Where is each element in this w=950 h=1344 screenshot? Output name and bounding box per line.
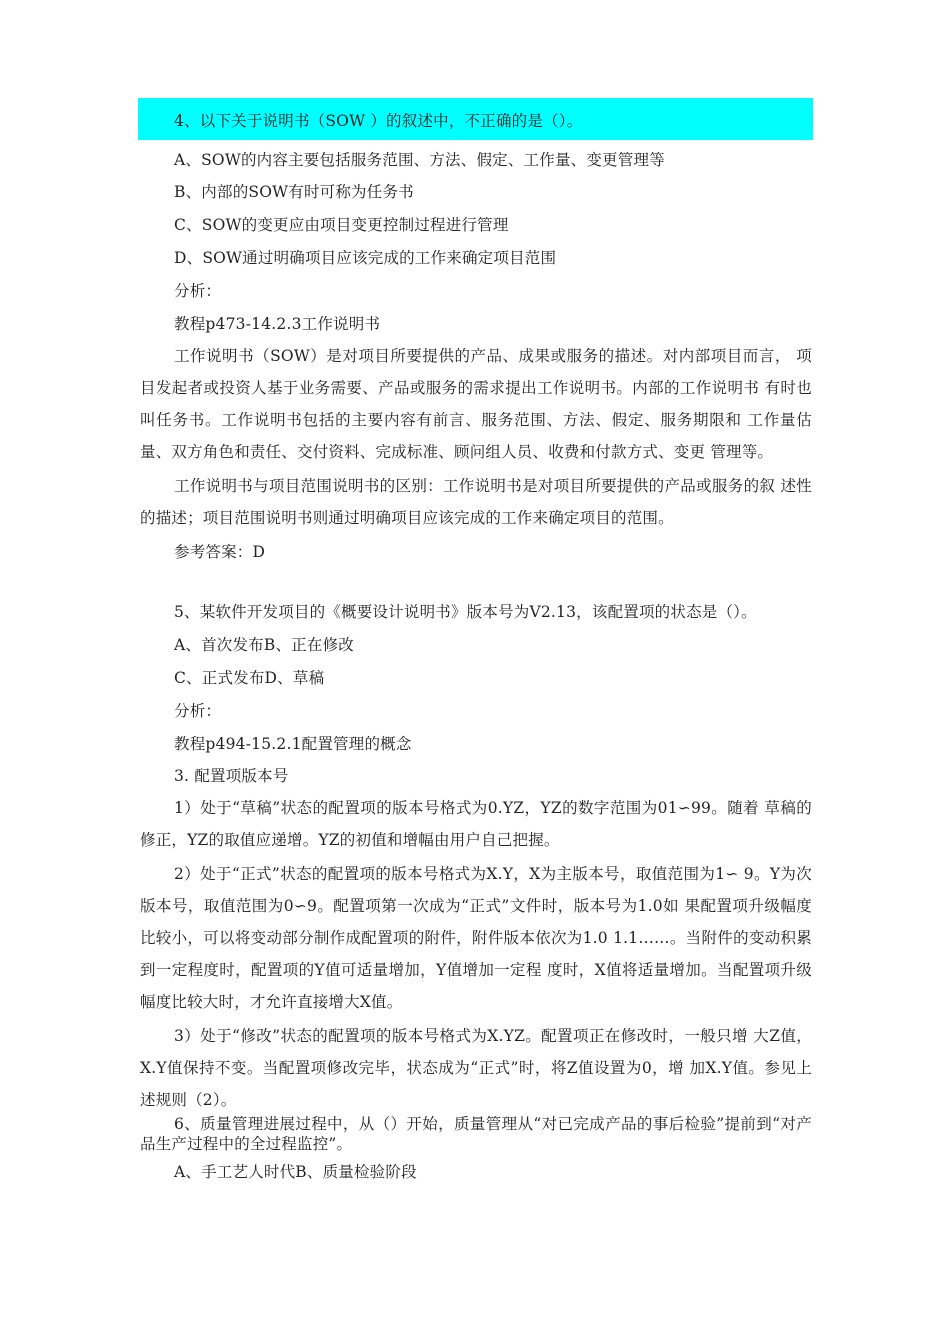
- q5-rule-3: 3）处于“修改”状态的配置项的版本号格式为X.YZ。配置项正在修改时，一般只增 大Z值，X.Y值保持不变。当配置项修改完毕，状态成为“正式”时，将Z值设置为0，增 加X.Y值。参见上述规则（2）。: [140, 1027, 812, 1109]
- q4-option-c: C、SOW的变更应由项目变更控制过程进行管理: [174, 216, 509, 234]
- q5-reference: 教程p494-15.2.1配置管理的概念: [174, 735, 412, 753]
- q4-analysis-label: 分析：: [174, 282, 222, 300]
- q4-option-a: A、SOW的内容主要包括服务范围、方法、假定、工作量、变更管理等: [174, 151, 665, 169]
- q5-options-ab: A、首次发布B、正在修改: [174, 636, 354, 654]
- q4-answer: 参考答案：D: [174, 543, 266, 561]
- q5-subheading: 3. 配置项版本号: [174, 767, 289, 785]
- q4-option-d: D、SOW通过明确项目应该完成的工作来确定项目范围: [174, 249, 557, 267]
- q5-analysis-label: 分析：: [174, 702, 222, 720]
- q6-options-ab: A、手工艺人时代B、质量检验阶段: [174, 1163, 417, 1181]
- question-6: 6、质量管理进展过程中，从（）开始，质量管理从“对已完成产品的事后检验”提前到“对产品生产过程中的全过程监控”。: [140, 1115, 812, 1153]
- q5-rule-1: 1）处于“草稿”状态的配置项的版本号格式为0.YZ，YZ的数字范围为01∽99。随着 草稿的修正，YZ的取值应递增。YZ的初值和增幅由用户自己把握。: [140, 799, 812, 849]
- question-4: 4、以下关于说明书（SOW ）的叙述中，不正确的是（）。: [174, 112, 583, 130]
- q5-options-cd: C、正式发布D、草稿: [174, 669, 325, 687]
- q4-option-b: B、内部的SOW有时可称为任务书: [174, 183, 414, 201]
- question-5: 5、某软件开发项目的《概要设计说明书》版本号为V2.13，该配置项的状态是（）。: [174, 603, 757, 621]
- q5-rule-2: 2）处于“正式”状态的配置项的版本号格式为X.Y，X为主版本号，取值范围为1∽ 9。Y为次版本号，取值范围为0∽9。配置项第一次成为“正式”文件时，版本号为1.0如 果配置项升级幅度比较小，可以将变动部分制作成配置项的附件，附件版本依次为1.0 1.1……。当附件的变动积累到一定程度时，配置项的Y值可适量增加，Y值增加一定程 度时，X值将适量增加。当配置项升级幅度比较大时，才允许直接增大X值。: [140, 865, 812, 1011]
- q4-paragraph-1: 工作说明书（SOW）是对项目所要提供的产品、成果或服务的描述。对内部项目而言， 项目发起者或投资人基于业务需要、产品或服务的需求提出工作说明书。内部的工作说明书 有时也叫任务书。工作说明书包括的主要内容有前言、服务范围、方法、假定、服务期限和 工作量估量、双方角色和责任、交付资料、完成标准、顾问组人员、收费和付款方式、变更 管理等。: [140, 347, 812, 461]
- q4-paragraph-2: 工作说明书与项目范围说明书的区别：工作说明书是对项目所要提供的产品或服务的叙 述性的描述；项目范围说明书则通过明确项目应该完成的工作来确定项目的范围。: [140, 477, 812, 527]
- q4-reference: 教程p473-14.2.3工作说明书: [174, 315, 381, 333]
